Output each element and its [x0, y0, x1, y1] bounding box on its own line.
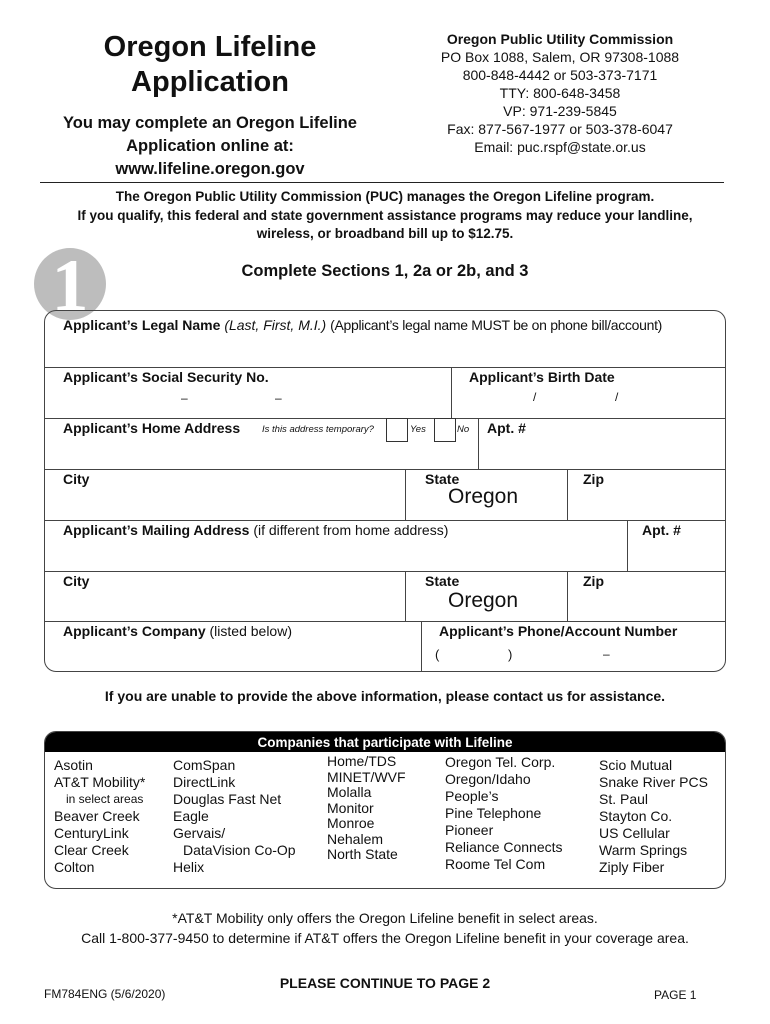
mailing-city-label: City	[63, 573, 90, 589]
mailing-zip-field[interactable]	[569, 591, 725, 621]
company-name: Snake River PCS	[599, 774, 708, 790]
company-name: St. Paul	[599, 791, 649, 807]
title-line-1: Oregon Lifeline	[103, 31, 317, 63]
company-name: North State	[327, 846, 398, 862]
legal-name-label: Applicant’s Legal Name (Last, First, M.I.) (Applicant’s legal name MUST be on phone bill/account)	[63, 317, 663, 333]
assistance-notice: If you are unable to provide the above information, please contact us for assistance.	[104, 688, 666, 704]
company-name: Helix	[173, 859, 205, 875]
mailing-address-label: Applicant’s Mailing Address (if different from home address)	[63, 522, 449, 538]
apt-field[interactable]	[480, 439, 725, 468]
mailing-state-value[interactable]: Oregon	[448, 589, 519, 612]
online-line-2: Application online at:	[126, 137, 294, 155]
mailing-city-field[interactable]	[45, 591, 403, 621]
company-name: Oregon/Idaho	[445, 771, 531, 787]
company-name: Beaver Creek	[54, 808, 140, 824]
puc-tty: TTY: 800-648-3458	[499, 85, 621, 101]
puc-name: Oregon Public Utility Commission	[446, 31, 674, 47]
company-name: Warm Springs	[599, 842, 688, 858]
companies-column-3	[327, 754, 406, 863]
company-name: Home/TDS	[327, 753, 397, 769]
temporary-yes-label: Yes	[410, 424, 426, 435]
company-name: Oregon Tel. Corp.	[445, 754, 556, 770]
mailing-state-label: State	[425, 573, 460, 589]
phone-field[interactable]	[423, 641, 725, 669]
section-heading: Complete Sections 1, 2a or 2b, and 3	[241, 262, 529, 280]
company-name: Scio Mutual	[599, 757, 673, 773]
company-name: Pioneer	[445, 822, 494, 838]
company-name: Colton	[54, 859, 95, 875]
header-divider	[40, 182, 724, 183]
online-notice	[40, 112, 380, 181]
company-name: CenturyLink	[54, 825, 129, 841]
state-label: State	[425, 471, 460, 487]
company-name: People’s	[445, 788, 499, 804]
company-name: ComSpan	[173, 757, 236, 773]
company-field[interactable]	[45, 641, 419, 669]
puc-vp: VP: 971-239-5845	[503, 103, 617, 119]
company-name: DirectLink	[173, 774, 236, 790]
company-name: AT&T Mobility*	[54, 774, 146, 790]
temporary-no-label: No	[457, 424, 470, 435]
company-name: MINET/WVF	[327, 768, 406, 785]
page-title	[40, 30, 380, 100]
home-address-label: Applicant’s Home Address	[63, 420, 241, 436]
mailing-apt-field[interactable]	[629, 541, 725, 570]
ssn-separator-1: –	[181, 391, 188, 405]
phone-paren-open: (	[435, 647, 440, 662]
intro-text	[30, 188, 740, 244]
state-value[interactable]: Oregon	[448, 485, 519, 508]
company-note: in select areas	[66, 792, 144, 806]
company-name: Monroe	[327, 815, 375, 831]
company-name: Douglas Fast Net	[173, 791, 282, 807]
city-label: City	[63, 471, 90, 487]
mailing-zip-label: Zip	[583, 573, 604, 589]
phone-paren-close: )	[508, 647, 513, 662]
temporary-yes-checkbox[interactable]	[386, 418, 408, 442]
puc-fax: Fax: 877-567-1977 or 503-378-6047	[447, 121, 673, 137]
company-name: Reliance Connects	[445, 839, 563, 855]
company-name: Gervais/	[173, 825, 226, 841]
temporary-no-checkbox[interactable]	[434, 418, 456, 442]
companies-list	[44, 731, 726, 889]
city-field[interactable]	[45, 489, 403, 519]
intro-line-3: wireless, or broadband bill up to $12.75.	[256, 226, 514, 241]
company-name: Pine Telephone	[445, 805, 542, 821]
ssn-field[interactable]	[45, 387, 450, 417]
home-address-field[interactable]	[45, 441, 475, 468]
online-line-1: You may complete an Oregon Lifeline	[62, 114, 357, 132]
birth-date-field[interactable]	[453, 387, 725, 417]
companies-column-4	[445, 754, 563, 873]
puc-email: Email: puc.rspf@state.or.us	[474, 139, 646, 155]
company-name: Nehalem	[327, 830, 384, 847]
company-name: Monitor	[327, 799, 374, 816]
company-name: Clear Creek	[54, 842, 129, 858]
companies-heading: Companies that participate with Lifeline	[45, 732, 725, 752]
companies-column-1	[54, 757, 145, 876]
company-name: US Cellular	[599, 825, 670, 841]
company-label: Applicant’s Company (listed below)	[63, 623, 292, 639]
att-footnote	[40, 908, 730, 948]
page-number: PAGE 1	[654, 988, 697, 1002]
puc-phone: 800-848-4442 or 503-373-7171	[462, 67, 658, 83]
mailing-apt-label: Apt. #	[642, 522, 681, 538]
apt-label: Apt. #	[487, 420, 526, 436]
company-name: Roome Tel Com	[445, 856, 546, 872]
temporary-question: Is this address temporary?	[262, 424, 374, 435]
birth-date-label: Applicant’s Birth Date	[469, 369, 615, 385]
puc-contact	[400, 30, 720, 156]
legal-name-field[interactable]	[45, 337, 725, 365]
company-name: Eagle	[173, 808, 209, 824]
company-name: Asotin	[54, 757, 93, 773]
ssn-separator-2: –	[275, 391, 282, 405]
continue-notice: PLEASE CONTINUE TO PAGE 2	[279, 975, 491, 991]
companies-column-2	[173, 757, 296, 876]
birth-separator-2: /	[615, 390, 619, 404]
zip-field[interactable]	[569, 489, 725, 519]
title-line-2: Application	[131, 66, 289, 98]
footnote-line-2: Call 1-800-377-9450 to determine if AT&T offers the Oregon Lifeline benefit in your coverage area.	[81, 930, 689, 946]
form-id: FM784ENG (5/6/2020)	[44, 987, 166, 1001]
section-number: 1	[51, 245, 89, 324]
company-name: DataVision Co-Op	[183, 842, 296, 858]
company-name: Molalla	[327, 784, 372, 800]
intro-line-2: If you qualify, this federal and state government assistance programs may reduce your landline,	[77, 207, 693, 223]
footnote-line-1: *AT&T Mobility only offers the Oregon Lifeline benefit in select areas.	[172, 910, 598, 926]
mailing-address-field[interactable]	[45, 541, 625, 570]
companies-column-5	[599, 757, 708, 876]
phone-dash: –	[603, 647, 610, 661]
applicant-form	[44, 310, 726, 672]
zip-label: Zip	[583, 471, 604, 487]
ssn-label: Applicant’s Social Security No.	[63, 369, 269, 385]
company-name: Stayton Co.	[599, 808, 673, 824]
company-name: Ziply Fiber	[599, 859, 665, 875]
puc-address: PO Box 1088, Salem, OR 97308-1088	[440, 49, 680, 65]
online-url: www.lifeline.oregon.gov	[115, 160, 305, 178]
birth-separator-1: /	[533, 390, 537, 404]
phone-label: Applicant’s Phone/Account Number	[439, 623, 678, 639]
intro-line-1: The Oregon Public Utility Commission (PUC) manages the Oregon Lifeline program.	[115, 189, 655, 204]
